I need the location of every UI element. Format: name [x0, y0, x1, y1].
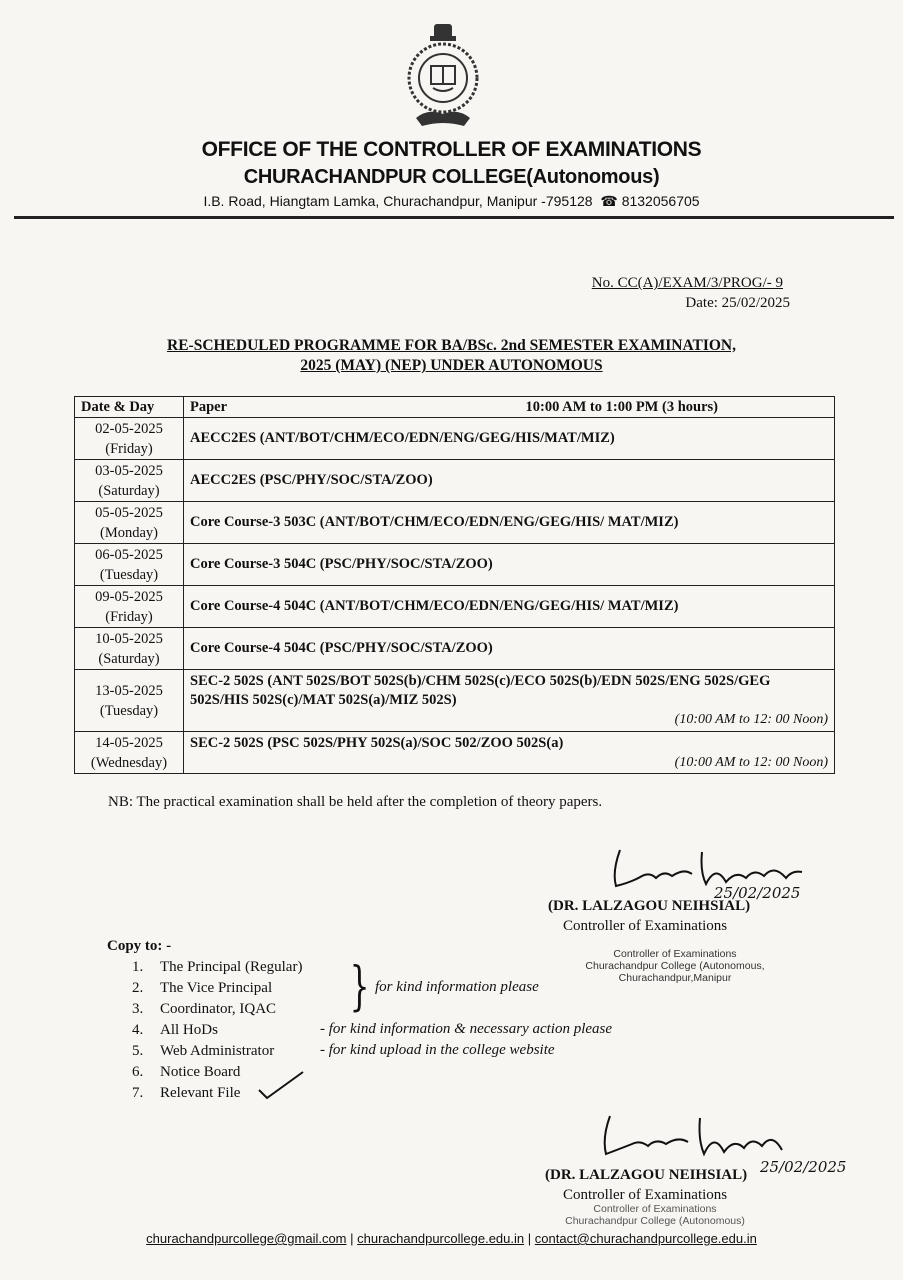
- brace-icon: }: [349, 957, 370, 1017]
- footer-email-link[interactable]: churachandpurcollege@gmail.com: [146, 1231, 347, 1246]
- row-paper: Core Course-3 503C (ANT/BOT/CHM/ECO/EDN/ENG/GEG/HIS/ MAT/MIZ): [190, 514, 679, 530]
- footer-contacts: [0, 1231, 903, 1246]
- schedule-body: [75, 418, 835, 774]
- signature-2-date: 25/02/2025: [760, 1158, 847, 1176]
- checkmark-icon: [255, 1068, 307, 1102]
- footer-separator: |: [527, 1231, 532, 1246]
- row-day: (Tuesday): [99, 702, 159, 719]
- date-cell: [75, 732, 184, 774]
- stamp-line: Controller of Examinations: [593, 1203, 717, 1215]
- table-row: [75, 544, 835, 586]
- paper-cell: [184, 418, 835, 460]
- stamp-line: Churachandpur,Manipur: [618, 972, 732, 984]
- row-day: (Tuesday): [99, 566, 159, 583]
- row-paper: Core Course-4 504C (PSC/PHY/SOC/STA/ZOO): [190, 640, 493, 656]
- row-date: 06-05-2025: [95, 546, 163, 563]
- table-row: [75, 460, 835, 502]
- exam-schedule-table: [74, 396, 835, 774]
- paper-cell: [184, 732, 835, 774]
- row-paper: AECC2ES (ANT/BOT/CHM/ECO/EDN/ENG/GEG/HIS/MAT/MIZ): [190, 430, 615, 446]
- footer-separator: |: [350, 1231, 354, 1246]
- date-cell: [75, 670, 184, 732]
- telephone-icon: ☎: [600, 193, 618, 209]
- date-cell: [75, 502, 184, 544]
- copy-to-label: Copy to: -: [107, 938, 172, 954]
- paper-cell: [184, 670, 835, 732]
- paper-cell: [184, 502, 835, 544]
- row-date: 13-05-2025: [95, 682, 163, 699]
- college-emblem-icon: [398, 22, 488, 134]
- official-stamp-1: [555, 948, 795, 984]
- header-paper: Paper: [190, 398, 228, 415]
- office-title: OFFICE OF THE CONTROLLER OF EXAMINATIONS: [201, 138, 702, 161]
- note-necessary-action: - for kind information & necessary action please: [320, 1021, 613, 1037]
- header-time: 10:00 AM to 1:00 PM (3 hours): [525, 398, 718, 415]
- date-cell: [75, 586, 184, 628]
- row-day: (Friday): [105, 608, 153, 625]
- row-date: 02-05-2025: [95, 420, 163, 437]
- row-day: (Wednesday): [90, 754, 168, 771]
- row-day: (Monday): [100, 524, 158, 541]
- date-cell: [75, 628, 184, 670]
- table-row: [75, 732, 835, 774]
- college-address: I.B. Road, Hiangtam Lamka, Churachandpur, Manipur -795128: [203, 193, 593, 209]
- signatory-name-1: (DR. LALZAGOU NEIHSIAL): [548, 898, 751, 914]
- table-header-row: [75, 397, 835, 418]
- row-time-note: (10:00 AM to 12: 00 Noon): [674, 712, 828, 727]
- row-day: (Saturday): [98, 482, 160, 499]
- footer-contact-link[interactable]: contact@churachandpurcollege.edu.in: [534, 1231, 757, 1246]
- stamp-line: Churachandpur College (Autonomous): [565, 1215, 745, 1227]
- row-day: (Saturday): [98, 650, 160, 667]
- table-row: [75, 418, 835, 460]
- title-line-1: RE-SCHEDULED PROGRAMME FOR BA/BSc. 2nd SEMESTER EXAMINATION,: [167, 337, 736, 354]
- college-address-line: [0, 193, 903, 210]
- title-line-2: 2025 (MAY) (NEP) UNDER AUTONOMOUS: [300, 357, 603, 374]
- reference-number: No. CC(A)/EXAM/3/PROG/- 9: [591, 275, 783, 291]
- paper-cell: [184, 460, 835, 502]
- list-item: 7. Relevant File: [132, 1085, 241, 1101]
- header-paper-cell: [184, 397, 835, 418]
- list-item: 3. Coordinator, IQAC: [132, 1001, 277, 1017]
- row-date: 14-05-2025: [95, 734, 163, 751]
- college-phone: 8132056705: [621, 193, 700, 209]
- paper-cell: [184, 586, 835, 628]
- note-website-upload: - for kind upload in the college website: [320, 1042, 555, 1058]
- row-day: (Friday): [105, 440, 153, 457]
- note-kind-information: for kind information please: [375, 979, 539, 995]
- signatory-name-2: (DR. LALZAGOU NEIHSIAL): [545, 1167, 748, 1183]
- footer-website-link[interactable]: churachandpurcollege.edu.in: [357, 1231, 525, 1246]
- header-date-day: Date & Day: [75, 397, 184, 418]
- list-item: 2. The Vice Principal: [132, 980, 273, 996]
- date-cell: [75, 418, 184, 460]
- signature-1-date: 25/02/2025: [714, 884, 801, 902]
- table-row: [75, 502, 835, 544]
- college-name: CHURACHANDPUR COLLEGE(Autonomous): [243, 166, 660, 188]
- row-date: 10-05-2025: [95, 630, 163, 647]
- reference-date: Date: 25/02/2025: [685, 295, 790, 311]
- list-item: 6. Notice Board: [132, 1064, 241, 1080]
- stamp-line: Controller of Examinations: [613, 948, 737, 960]
- notice-title: [0, 336, 903, 376]
- signatory-role-1: Controller of Examinations: [563, 918, 728, 934]
- table-row: [75, 586, 835, 628]
- row-paper: SEC-2 502S (PSC 502S/PHY 502S(a)/SOC 502/ZOO 502S(a): [190, 734, 564, 751]
- row-time-note: (10:00 AM to 12: 00 Noon): [674, 754, 828, 770]
- list-item: 1. The Principal (Regular): [132, 959, 303, 975]
- date-cell: [75, 544, 184, 586]
- table-row: [75, 670, 835, 732]
- row-paper: AECC2ES (PSC/PHY/SOC/STA/ZOO): [190, 472, 433, 488]
- row-date: 03-05-2025: [95, 462, 163, 479]
- official-stamp-2: [540, 1203, 770, 1227]
- paper-cell: [184, 544, 835, 586]
- list-item: 4. All HoDs: [132, 1022, 218, 1038]
- row-date: 09-05-2025: [95, 588, 163, 605]
- table-row: [75, 628, 835, 670]
- list-item: 5. Web Administrator: [132, 1043, 275, 1059]
- paper-cell: [184, 628, 835, 670]
- nb-note: NB: The practical examination shall be held after the completion of theory papers.: [108, 794, 603, 810]
- row-paper: Core Course-4 504C (ANT/BOT/CHM/ECO/EDN/ENG/GEG/HIS/ MAT/MIZ): [190, 598, 679, 614]
- header-divider: [14, 216, 894, 219]
- signatory-role-2: Controller of Examinations: [563, 1187, 728, 1203]
- row-paper: SEC-2 502S (ANT 502S/BOT 502S(b)/CHM 502S(c)/ECO 502S(b)/EDN 502S/ENG 502S/GEG 502S/HIS 502S(c)/MAT 502S(a)/MIZ 502S): [190, 673, 771, 708]
- row-date: 05-05-2025: [95, 504, 163, 521]
- row-paper: Core Course-3 504C (PSC/PHY/SOC/STA/ZOO): [190, 556, 493, 572]
- date-cell: [75, 460, 184, 502]
- stamp-line: Churachandpur College (Autonomous,: [585, 960, 765, 972]
